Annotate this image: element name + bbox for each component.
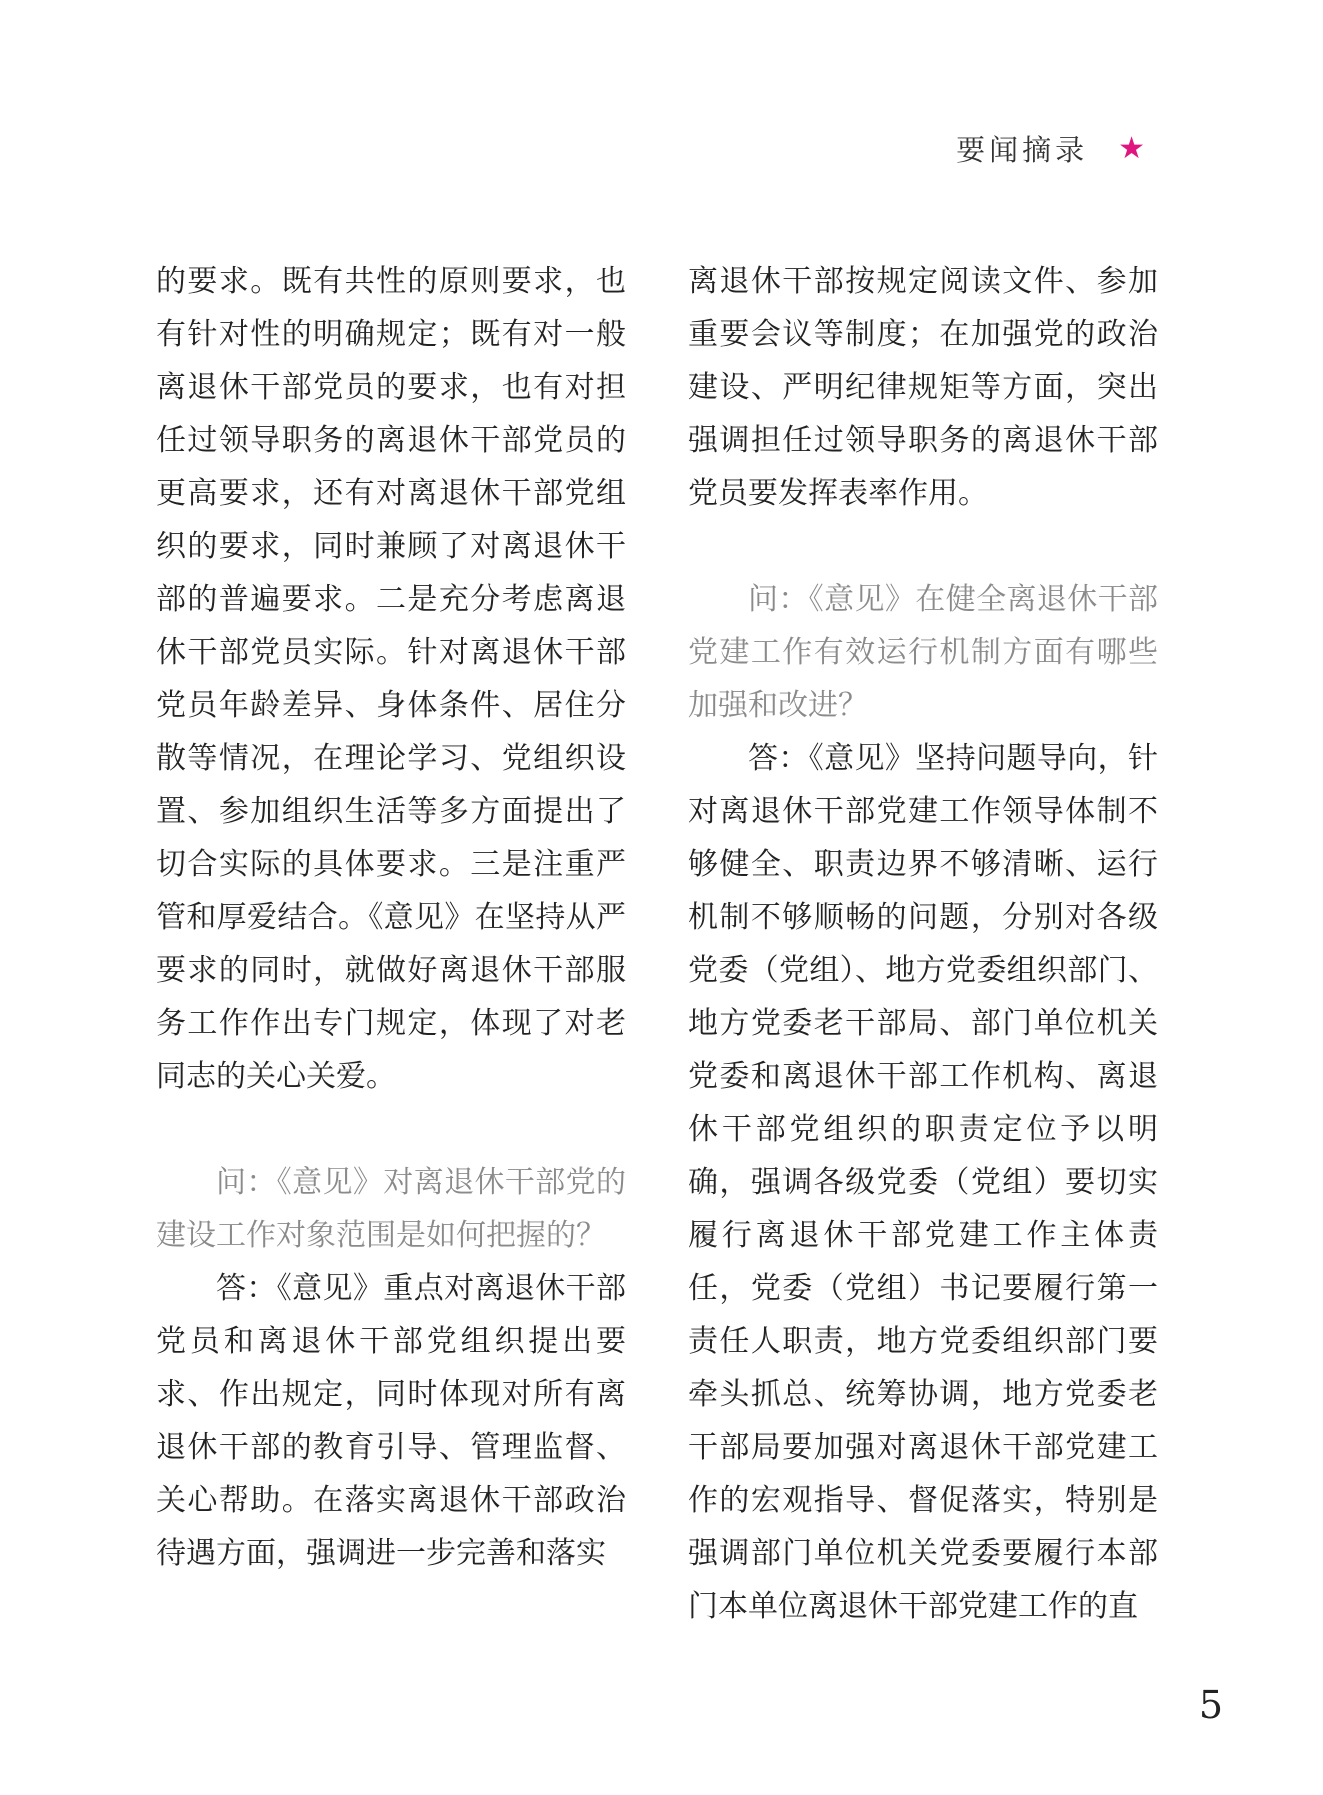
star-icon: ★ [1118, 130, 1145, 166]
section-title: 要闻摘录 [956, 133, 1089, 167]
question-text: 问：《意见》在健全离退休干部党建工作有效运行机制方面有哪些加强和改进？ [688, 582, 1158, 723]
answer-paragraph: 答：《意见》重点对离退休干部党员和离退休干部党组织提出要求、作出规定，同时体现对所有离退休干部的教育引导、管理监督、关心帮助。在落实离退休干部政治待遇方面，强调进一步完善和落实 [156, 1271, 626, 1571]
answer-paragraph: 答：《意见》坚持问题导向，针对离退休干部党建工作领导体制不够健全、职责边界不够清晰、运行机制不够顺畅的问题，分别对各级党委（党组）、地方党委组织部门、地方党委老干部局、部门单位机关党委和离退休干部工作机构、离退休干部党组织的职责定位予以明确，强调各级党委（党组）要切实履行离退休干部党建工作主体责任，党委（党组）书记要履行第一责任人职责，地方党委组织部门要牵头抓总、统筹协调，地方党委老干部局要加强对离退休干部党建工作的宏观指导、督促落实，特别是强调部门单位机关党委要履行本部门本单位离退休干部党建工作的直 [688, 741, 1158, 1624]
left-column [156, 255, 626, 1580]
body-paragraph: 离退休干部按规定阅读文件、参加重要会议等制度；在加强党的政治建设、严明纪律规矩等方面，突出强调担任过领导职务的离退休干部党员要发挥表率作用。 [688, 264, 1158, 511]
question-text: 问：《意见》对离退休干部党的建设工作对象范围是如何把握的？ [156, 1165, 626, 1253]
page-header [956, 128, 1145, 169]
page-number: 5 [1198, 1683, 1223, 1727]
right-column [688, 255, 1158, 1633]
paragraph-gap [156, 1103, 626, 1156]
body-paragraph: 的要求。既有共性的原则要求，也有针对性的明确规定；既有对一般离退休干部党员的要求，也有对担任过领导职务的离退休干部党员的更高要求，还有对离退休干部党组织的要求，同时兼顾了对离退休干部的普遍要求。二是充分考虑离退休干部党员实际。针对离退休干部党员年龄差异、身体条件、居住分散等情况，在理论学习、党组织设置、参加组织生活等多方面提出了切合实际的具体要求。三是注重严管和厚爱结合。《意见》在坚持从严要求的同时，就做好离退休干部服务工作作出专门规定，体现了对老同志的关心关爱。 [156, 264, 626, 1094]
paragraph-gap [688, 520, 1158, 573]
